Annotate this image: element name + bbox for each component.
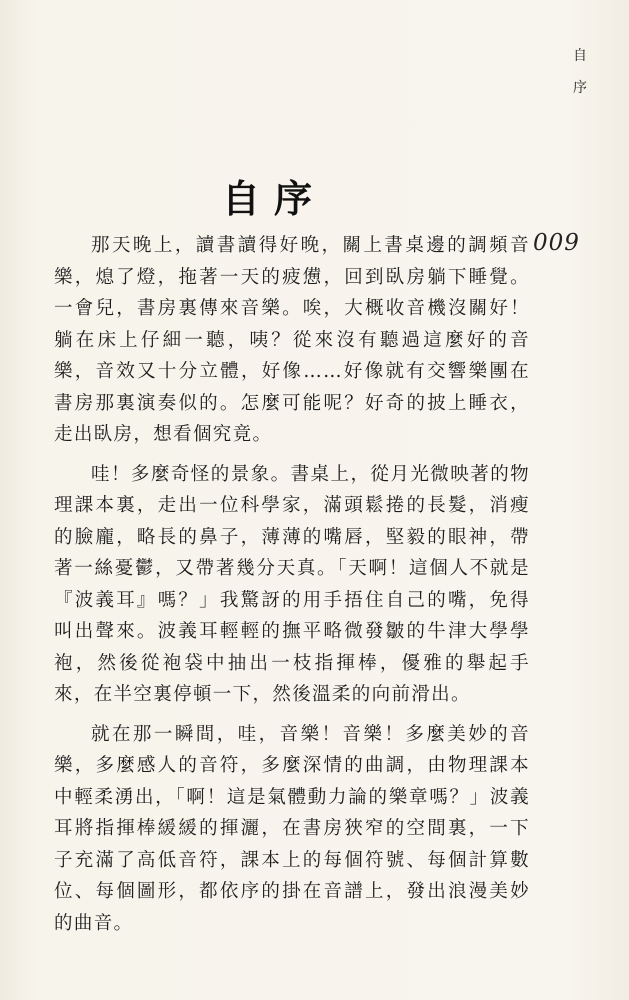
running-head-char-2: 序 [573, 80, 587, 96]
chapter-title: 自序 [222, 177, 327, 221]
paragraph-1: 那天晚上，讀書讀得好晚，關上書桌邊的調頻音樂，熄了燈，拖著一天的疲憊，回到臥房躺下睡覺。一會兒，書房裏傳來音樂。唉，大概收音機沒關好！躺在床上仔細一聽，咦？從來沒有聽過這麼好的音樂，音效又十分立體，好像……好像就有交響樂團在書房那裏演奏似的。怎麼可能呢？好奇的披上睡衣，走出臥房，想看個究竟。 [54, 235, 530, 445]
running-head-char-1: 自 [573, 48, 587, 64]
running-head [568, 40, 592, 104]
body-text [54, 230, 530, 947]
page-number: 009 [533, 230, 580, 256]
paragraph-3: 就在那一瞬間，哇，音樂！音樂！多麼美妙的音樂，多麼感人的音符，多麼深情的曲調，由物理課本中輕柔湧出，「啊！這是氣體動力論的樂章嗎？」波義耳將指揮棒緩緩的揮灑，在書房狹窄的空間裏，一下子充滿了高低音符，課本上的每個符號、每個計算數位、每個圖形，都依序的掛在音譜上，發出浪漫美妙的曲音。 [54, 723, 530, 934]
paragraph-2: 哇！多麼奇怪的景象。書桌上，從月光微映著的物理課本裏，走出一位科學家，滿頭鬆捲的長髮，消瘦的臉龐，略長的鼻子，薄薄的嘴唇，堅毅的眼神，帶著一絲憂鬱，又帶著幾分天真。「天啊！這個人不就是『波義耳』嗎？」我驚訝的用手捂住自己的嘴，免得叫出聲來。波義耳輕輕的撫平略微發皺的牛津大學學袍，然後從袍袋中抽出一枝指揮棒，優雅的舉起手來，在半空裏停頓一下，然後溫柔的向前滑出。 [54, 463, 530, 705]
